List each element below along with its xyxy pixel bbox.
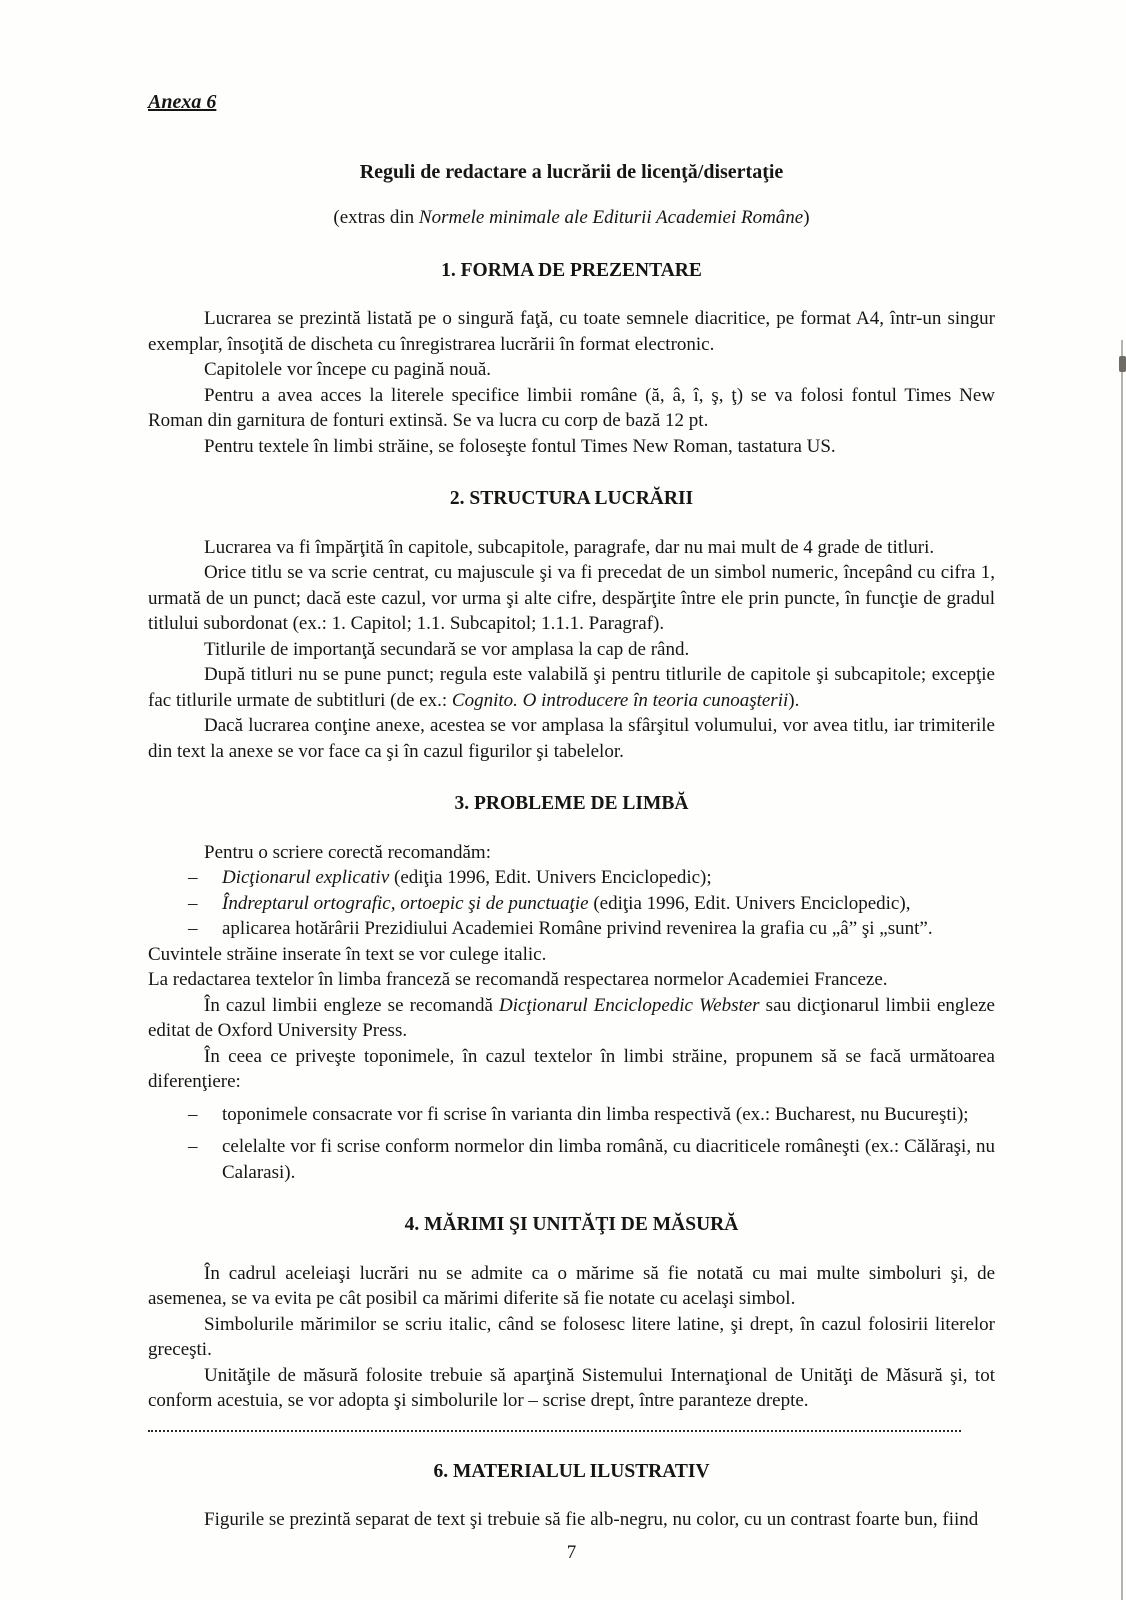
section-2-heading: 2. STRUCTURA LUCRĂRII — [449, 488, 694, 509]
list-item — [148, 1134, 995, 1185]
paragraph: Lucrarea va fi împărţită în capitole, subcapitole, paragrafe, dar nu mai mult de 4 grade de titluri. — [204, 536, 935, 558]
paragraph: Pentru a avea acces la literele specifice limbii române (ă, â, î, ş, ţ) se va folosi fontul Times New Roman din garnitura de fonturi extinsă. Se va lucra cu corp de bază 12 pt. — [148, 384, 995, 431]
list-dash: – — [188, 867, 198, 888]
paragraph-text: ). — [788, 689, 800, 711]
paragraph: Simbolurile mărimilor se scriu italic, când se folosesc litere latine, şi drept, în cazul folosirii literelor greceşti. — [148, 1313, 995, 1360]
list-item-text: (ediţia 1996, Edit. Univers Enciclopedic), — [588, 892, 911, 914]
scan-artifact-mark — [1119, 356, 1126, 372]
page-number: 7 — [566, 1541, 577, 1563]
list-dash: – — [188, 918, 198, 939]
paragraph — [148, 993, 995, 1044]
paragraph: Pentru o scriere corectă recomandăm: — [204, 841, 491, 863]
paragraph: Capitolele vor începe cu pagină nouă. — [204, 359, 492, 380]
document-subtitle — [148, 205, 995, 231]
list-item — [148, 865, 995, 891]
list-item-text: (ediţia 1996, Edit. Univers Enciclopedic); — [389, 867, 712, 888]
book-title-italic: Cognito. O introducere în teoria cunoaşterii — [451, 689, 789, 711]
section-3-heading: 3. PROBLEME DE LIMBĂ — [454, 793, 689, 814]
paragraph: Lucrarea se prezintă listată pe o singură faţă, cu toate semnele diacritice, pe format A4, într-un singur exemplar, însoţită de discheta cu înregistrarea lucrării în format electronic. — [148, 308, 995, 355]
subtitle-italic-title: Normele minimale ale Editurii Academiei Române — [418, 207, 804, 228]
section-6-heading: 6. MATERIALUL ILUSTRATIV — [433, 1460, 710, 1482]
paragraph — [148, 662, 995, 713]
annex-label: Anexa 6 — [148, 91, 217, 113]
list-item — [148, 1102, 995, 1128]
paragraph: Unităţile de măsură folosite trebuie să aparţină Sistemului Internaţional de Unităţi de Măsură şi, tot conform acestuia, se vor adopta şi simbolurile lor – scrise drept, între paranteze drepte. — [148, 1364, 995, 1411]
list-item-text: celelalte vor fi scrise conform normelor din limba română, cu diacriticele româneşti (ex.: Călăraşi, nu Calarasi). — [222, 1136, 995, 1183]
paragraph: Pentru textele în limbi străine, se foloseşte fontul Times New Roman, tastatura US. — [204, 435, 836, 457]
subtitle-suffix: ) — [803, 207, 810, 228]
subtitle-prefix: (extras din — [333, 207, 419, 228]
list-dash: – — [188, 892, 198, 914]
book-title-italic: Dicţionarul explicativ — [222, 867, 390, 888]
paragraph: În ceea ce priveşte toponimele, în cazul textelor în limbi străine, propunem să se facă următoarea diferenţiere: — [148, 1045, 995, 1092]
list-item — [148, 891, 995, 917]
paragraph: Dacă lucrarea conţine anexe, acestea se vor amplasa la sfârşitul volumului, vor avea titlu, iar trimiterile din text la anexe se vor face ca şi în cazul figurilor şi tabelelor. — [148, 715, 995, 762]
book-title-italic: Dicţionarul Enciclopedic Webster — [499, 994, 760, 1016]
paragraph-text: În cazul limbii engleze se recomandă — [204, 994, 500, 1016]
book-title-italic: Îndreptarul ortografic, ortoepic şi de punctuaţie — [222, 892, 589, 914]
section-4-heading: 4. MĂRIMI ŞI UNITĂŢI DE MĂSURĂ — [404, 1214, 739, 1235]
scan-artifact-line — [1121, 340, 1123, 1600]
list-dash: – — [188, 1103, 198, 1125]
paragraph: Orice titlu se va scrie centrat, cu majuscule şi va fi precedat de un simbol numeric, începând cu cifra 1, urmată de un punct; dacă este cazul, vor urma şi alte cifre, despărţite între ele prin puncte, în funcţie de gradul titlului subordonat (ex.: 1. Capitol; 1.1. Subcapitol; 1.1.1. Paragraf). — [148, 562, 995, 634]
list-item-text: aplicarea hotărârii Prezidiului Academiei Române privind revenirea la grafia cu „â” şi „sunt”. — [222, 918, 933, 939]
paragraph: În cadrul aceleiaşi lucrări nu se admite ca o mărime să fie notată cu mai multe simboluri şi, de asemenea, se va evita pe cât posibil ca mărimi diferite să fie notate cu acelaşi simbol. — [148, 1262, 995, 1309]
paragraph-text: sau dicţionarul limbii engleze editat de Oxford University Press. — [148, 994, 995, 1041]
list-item — [148, 916, 995, 942]
paragraph: Figurile se prezintă separat de text şi trebuie să fie alb-negru, nu color, cu un contrast foarte bun, fiind — [204, 1509, 979, 1530]
dotted-separator — [148, 1424, 961, 1432]
paragraph: Cuvintele străine inserate în text se vor culege italic. — [148, 943, 547, 965]
list-dash: – — [188, 1136, 198, 1157]
section-1-heading: 1. FORMA DE PREZENTARE — [441, 259, 702, 281]
paragraph: La redactarea textelor în limba franceză se recomandă respectarea normelor Academiei Franceze. — [148, 969, 888, 990]
document-title: Reguli de redactare a lucrării de licenţă/disertaţie — [359, 160, 784, 183]
paragraph: Titlurile de importanţă secundară se vor amplasa la cap de rând. — [204, 638, 690, 660]
list-item-text: toponimele consacrate vor fi scrise în varianta din limba respectivă (ex.: Bucharest, nu Bucureşti); — [222, 1103, 969, 1125]
paragraph-text: După titluri nu se pune punct; regula este valabilă şi pentru titlurile de capitole şi subcapitole; excepţie fac titlurile urmate de subtitluri (de ex.: — [148, 664, 995, 711]
